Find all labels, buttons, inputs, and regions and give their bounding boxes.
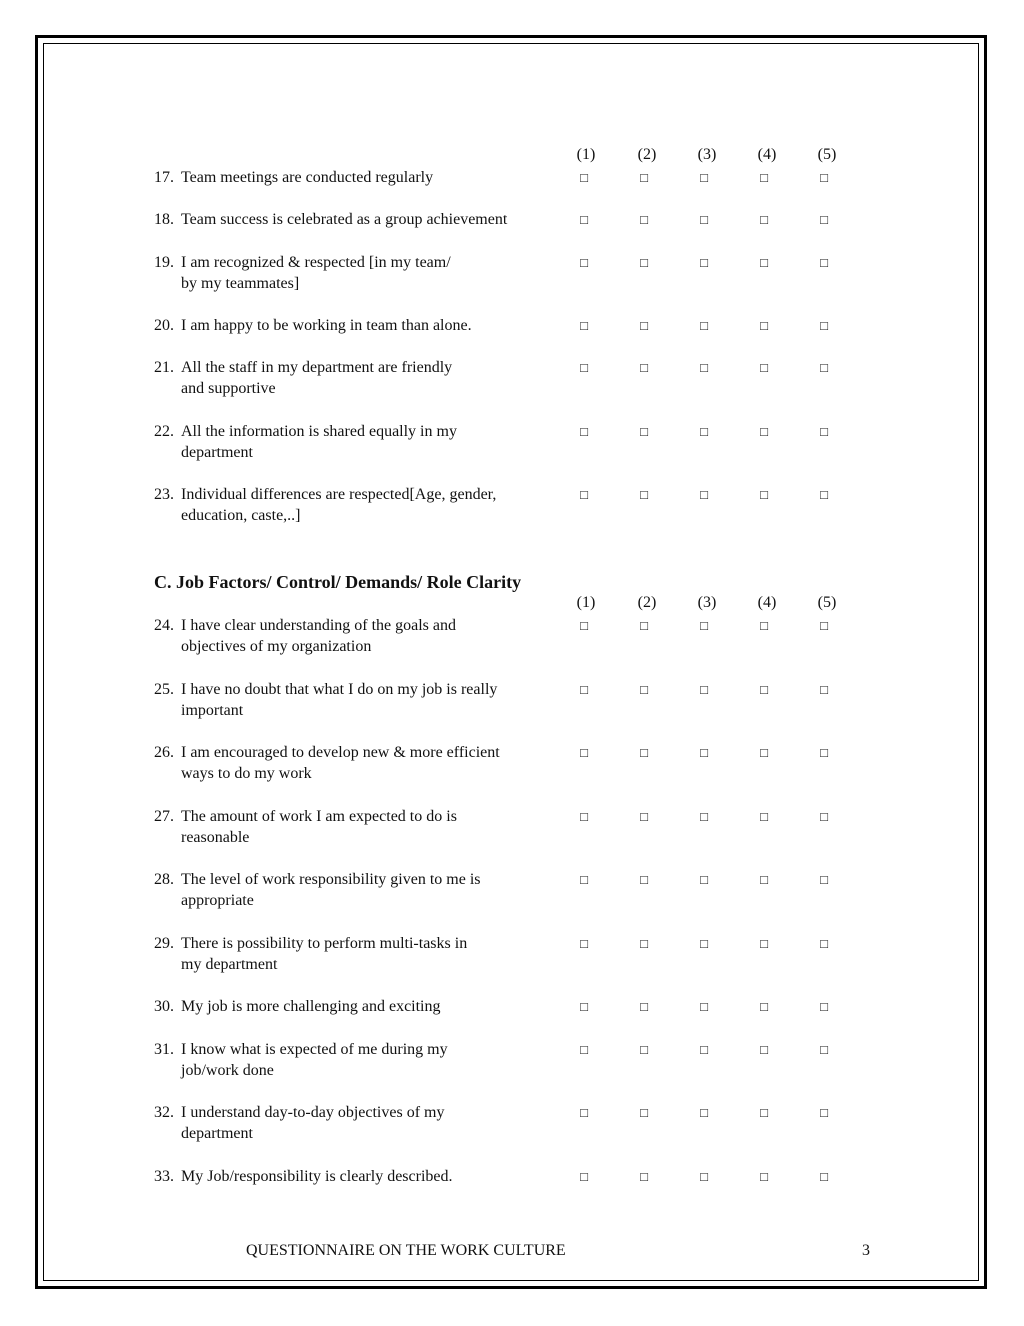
rating-checkbox-1[interactable]: □	[580, 682, 588, 697]
question-item	[154, 252, 564, 294]
question-item	[154, 742, 564, 784]
question-line	[154, 317, 472, 334]
question-text: Individual differences are respected[Age, gender,	[181, 486, 497, 503]
rating-checkbox-5[interactable]: □	[820, 809, 828, 824]
rating-checkbox-4[interactable]: □	[760, 999, 768, 1014]
question-line	[154, 423, 457, 440]
rating-checkbox-4[interactable]: □	[760, 212, 768, 227]
question-text: My Job/responsibility is clearly described.	[181, 1168, 453, 1185]
question-line	[154, 169, 433, 186]
question-item	[154, 421, 564, 463]
rating-checkbox-3[interactable]: □	[700, 212, 708, 227]
rating-checkbox-4[interactable]: □	[760, 872, 768, 887]
question-number: 31.	[154, 1041, 174, 1058]
rating-checkbox-2[interactable]: □	[640, 872, 648, 887]
rating-checkbox-5[interactable]: □	[820, 255, 828, 270]
rating-checkbox-3[interactable]: □	[700, 1169, 708, 1184]
question-text: There is possibility to perform multi-tasks in	[181, 935, 468, 952]
scale-label: (4)	[757, 146, 777, 163]
rating-checkbox-1[interactable]: □	[580, 255, 588, 270]
question-number: 22.	[154, 423, 174, 440]
question-number: 25.	[154, 681, 174, 698]
question-line	[154, 1168, 453, 1185]
scale-label: (1)	[576, 146, 596, 163]
rating-checkbox-3[interactable]: □	[700, 936, 708, 951]
rating-checkbox-2[interactable]: □	[640, 999, 648, 1014]
rating-checkbox-3[interactable]: □	[700, 745, 708, 760]
question-text: My job is more challenging and exciting	[181, 998, 441, 1015]
scale-label: (3)	[697, 594, 717, 611]
question-item	[154, 996, 564, 1017]
question-text: I am happy to be working in team than alone.	[181, 317, 472, 334]
rating-checkbox-1[interactable]: □	[580, 318, 588, 333]
rating-checkbox-5[interactable]: □	[820, 1042, 828, 1057]
rating-checkbox-4[interactable]: □	[760, 170, 768, 185]
rating-checkbox-5[interactable]: □	[820, 1169, 828, 1184]
question-line	[154, 617, 456, 634]
rating-checkbox-3[interactable]: □	[700, 170, 708, 185]
rating-checkbox-2[interactable]: □	[640, 360, 648, 375]
question-text-continued: department	[181, 444, 253, 461]
rating-checkbox-2[interactable]: □	[640, 1042, 648, 1057]
question-item	[154, 315, 564, 336]
rating-checkbox-2[interactable]: □	[640, 618, 648, 633]
rating-checkbox-5[interactable]: □	[820, 170, 828, 185]
rating-checkbox-1[interactable]: □	[580, 1169, 588, 1184]
rating-checkbox-3[interactable]: □	[700, 618, 708, 633]
question-number: 18.	[154, 211, 174, 228]
question-number: 23.	[154, 486, 174, 503]
question-number: 28.	[154, 871, 174, 888]
rating-checkbox-4[interactable]: □	[760, 487, 768, 502]
question-line	[154, 254, 451, 271]
rating-checkbox-4[interactable]: □	[760, 682, 768, 697]
rating-checkbox-2[interactable]: □	[640, 170, 648, 185]
question-text: The amount of work I am expected to do is	[181, 808, 457, 825]
rating-checkbox-4[interactable]: □	[760, 360, 768, 375]
question-line	[154, 211, 507, 228]
section-title: C. Job Factors/ Control/ Demands/ Role Clarity	[154, 572, 522, 592]
question-text-continued: job/work done	[181, 1062, 274, 1079]
rating-checkbox-1[interactable]: □	[580, 1105, 588, 1120]
question-text: I am recognized & respected [in my team/	[181, 254, 451, 271]
question-number: 32.	[154, 1104, 174, 1121]
rating-checkbox-4[interactable]: □	[760, 936, 768, 951]
question-line	[154, 744, 500, 761]
rating-checkbox-1[interactable]: □	[580, 936, 588, 951]
question-item	[154, 209, 564, 230]
scale-label: (2)	[637, 594, 657, 611]
question-number: 29.	[154, 935, 174, 952]
question-item	[154, 806, 564, 848]
scale-label: (5)	[817, 594, 837, 611]
rating-checkbox-5[interactable]: □	[820, 487, 828, 502]
rating-checkbox-3[interactable]: □	[700, 809, 708, 824]
footer-title: QUESTIONNAIRE ON THE WORK CULTURE	[246, 1242, 566, 1259]
question-line	[154, 1041, 448, 1058]
question-number: 30.	[154, 998, 174, 1015]
question-item	[154, 679, 564, 721]
scale-label: (5)	[817, 146, 837, 163]
rating-checkbox-1[interactable]: □	[580, 618, 588, 633]
question-number: 17.	[154, 169, 174, 186]
rating-checkbox-4[interactable]: □	[760, 1042, 768, 1057]
rating-checkbox-5[interactable]: □	[820, 936, 828, 951]
question-text-continued: important	[181, 702, 244, 719]
rating-checkbox-1[interactable]: □	[580, 212, 588, 227]
rating-checkbox-5[interactable]: □	[820, 745, 828, 760]
rating-checkbox-3[interactable]: □	[700, 872, 708, 887]
question-number: 20.	[154, 317, 174, 334]
rating-checkbox-3[interactable]: □	[700, 999, 708, 1014]
rating-checkbox-5[interactable]: □	[820, 360, 828, 375]
question-text-continued: my department	[181, 956, 278, 973]
rating-checkbox-3[interactable]: □	[700, 682, 708, 697]
rating-checkbox-2[interactable]: □	[640, 318, 648, 333]
rating-checkbox-2[interactable]: □	[640, 255, 648, 270]
rating-checkbox-1[interactable]: □	[580, 999, 588, 1014]
question-item	[154, 1166, 564, 1187]
question-number: 27.	[154, 808, 174, 825]
rating-checkbox-3[interactable]: □	[700, 255, 708, 270]
page-number: 3	[862, 1242, 870, 1259]
rating-checkbox-5[interactable]: □	[820, 424, 828, 439]
question-item	[154, 357, 564, 399]
rating-checkbox-4[interactable]: □	[760, 424, 768, 439]
question-text: I have no doubt that what I do on my job is really	[181, 681, 498, 698]
question-text: The level of work responsibility given to me is	[181, 871, 481, 888]
scale-label: (1)	[576, 594, 596, 611]
question-text: All the staff in my department are friendly	[181, 359, 453, 376]
rating-checkbox-5[interactable]: □	[820, 618, 828, 633]
rating-checkbox-5[interactable]: □	[820, 682, 828, 697]
rating-checkbox-2[interactable]: □	[640, 936, 648, 951]
rating-checkbox-2[interactable]: □	[640, 809, 648, 824]
rating-checkbox-1[interactable]: □	[580, 809, 588, 824]
question-text-continued: and supportive	[181, 380, 276, 397]
question-item	[154, 167, 564, 188]
rating-checkbox-3[interactable]: □	[700, 1042, 708, 1057]
question-number: 26.	[154, 744, 174, 761]
question-line	[154, 808, 457, 825]
question-item	[154, 484, 564, 526]
question-item	[154, 933, 564, 975]
question-item	[154, 1039, 564, 1081]
scale-label: (4)	[757, 594, 777, 611]
question-text: I know what is expected of me during my	[181, 1041, 448, 1058]
rating-checkbox-1[interactable]: □	[580, 360, 588, 375]
question-line	[154, 1104, 444, 1121]
rating-checkbox-4[interactable]: □	[760, 618, 768, 633]
rating-checkbox-5[interactable]: □	[820, 318, 828, 333]
question-line	[154, 681, 497, 698]
rating-checkbox-4[interactable]: □	[760, 1105, 768, 1120]
rating-checkbox-2[interactable]: □	[640, 1169, 648, 1184]
rating-checkbox-1[interactable]: □	[580, 424, 588, 439]
question-text: I understand day-to-day objectives of my	[181, 1104, 445, 1121]
question-text: I am encouraged to develop new & more efficient	[181, 744, 500, 761]
rating-checkbox-2[interactable]: □	[640, 682, 648, 697]
rating-checkbox-2[interactable]: □	[640, 745, 648, 760]
question-text-continued: department	[181, 1125, 253, 1142]
question-text: All the information is shared equally in my	[181, 423, 457, 440]
rating-checkbox-3[interactable]: □	[700, 487, 708, 502]
question-text-continued: education, caste,..]	[181, 507, 301, 524]
rating-checkbox-1[interactable]: □	[580, 745, 588, 760]
rating-checkbox-5[interactable]: □	[820, 872, 828, 887]
rating-checkbox-2[interactable]: □	[640, 424, 648, 439]
question-item	[154, 869, 564, 911]
rating-checkbox-1[interactable]: □	[580, 487, 588, 502]
question-number: 24.	[154, 617, 174, 634]
question-number: 19.	[154, 254, 174, 271]
question-item	[154, 615, 564, 657]
question-text-continued: appropriate	[181, 892, 254, 909]
rating-checkbox-4[interactable]: □	[760, 809, 768, 824]
question-number: 21.	[154, 359, 174, 376]
question-line	[154, 486, 496, 503]
rating-checkbox-1[interactable]: □	[580, 170, 588, 185]
rating-checkbox-1[interactable]: □	[580, 1042, 588, 1057]
rating-checkbox-2[interactable]: □	[640, 212, 648, 227]
question-line	[154, 935, 467, 952]
question-item	[154, 1102, 564, 1144]
rating-checkbox-1[interactable]: □	[580, 872, 588, 887]
question-text-continued: by my teammates]	[181, 275, 300, 292]
rating-checkbox-4[interactable]: □	[760, 318, 768, 333]
rating-checkbox-3[interactable]: □	[700, 318, 708, 333]
question-text: Team success is celebrated as a group achievement	[181, 211, 508, 228]
rating-checkbox-5[interactable]: □	[820, 212, 828, 227]
question-text-continued: objectives of my organization	[181, 638, 372, 655]
rating-checkbox-3[interactable]: □	[700, 360, 708, 375]
rating-checkbox-2[interactable]: □	[640, 1105, 648, 1120]
rating-checkbox-4[interactable]: □	[760, 1169, 768, 1184]
question-line	[154, 359, 452, 376]
rating-checkbox-3[interactable]: □	[700, 1105, 708, 1120]
question-number: 33.	[154, 1168, 174, 1185]
question-text-continued: ways to do my work	[181, 765, 312, 782]
question-line	[154, 871, 481, 888]
question-line	[154, 998, 441, 1015]
rating-checkbox-5[interactable]: □	[820, 1105, 828, 1120]
question-text: I have clear understanding of the goals and	[181, 617, 457, 634]
rating-checkbox-4[interactable]: □	[760, 255, 768, 270]
question-text-continued: reasonable	[181, 829, 250, 846]
rating-checkbox-3[interactable]: □	[700, 424, 708, 439]
scale-label: (3)	[697, 146, 717, 163]
scale-label: (2)	[637, 146, 657, 163]
rating-checkbox-4[interactable]: □	[760, 745, 768, 760]
rating-checkbox-2[interactable]: □	[640, 487, 648, 502]
question-text: Team meetings are conducted regularly	[181, 169, 434, 186]
rating-checkbox-5[interactable]: □	[820, 999, 828, 1014]
